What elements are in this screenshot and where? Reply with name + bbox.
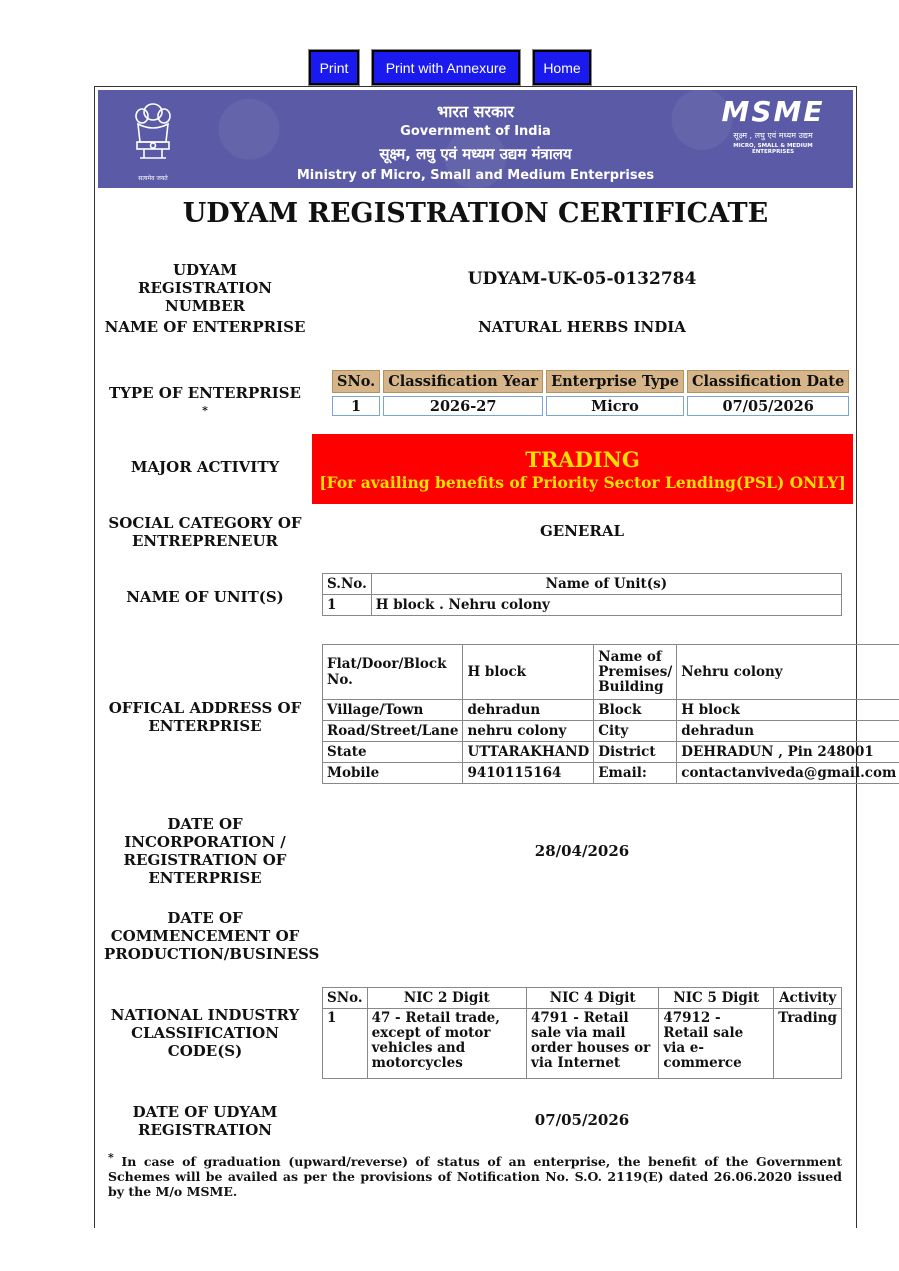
classification-cell-date: 07/05/2026 bbox=[687, 396, 849, 416]
footnote bbox=[108, 1150, 842, 1199]
units-header-name: Name of Unit(s) bbox=[371, 574, 841, 595]
commencement-date-label: DATE OF COMMENCEMENT OF PRODUCTION/BUSINESS bbox=[104, 909, 320, 963]
nic-cell-sno: 1 bbox=[323, 1009, 368, 1079]
units-cell-sno: 1 bbox=[323, 595, 372, 616]
hindi-ministry-text: सूक्ष्म, लघु एवं मध्यम उद्यम मंत्रालय bbox=[379, 145, 572, 163]
enterprise-type-label-text: TYPE OF ENTERPRISE bbox=[109, 384, 301, 402]
home-button[interactable]: Home bbox=[533, 50, 591, 85]
udyam-date-value: 07/05/2026 bbox=[534, 1111, 630, 1129]
emblem-caption: सत्यमेव जयते bbox=[138, 175, 168, 182]
classification-header-sno: SNo. bbox=[332, 370, 380, 393]
nic-cell-4digit: 4791 - Retail sale via mail order houses or via Internet bbox=[527, 1009, 659, 1079]
address-district-value: DEHRADUN , Pin 248001 bbox=[677, 742, 899, 763]
table-row bbox=[323, 645, 899, 700]
enterprise-type-footnote-mark: * bbox=[202, 404, 208, 417]
hindi-government-text: भारत सरकार bbox=[437, 102, 514, 121]
table-row bbox=[323, 1009, 842, 1079]
footnote-text: In case of graduation (upward/reverse) of status of an enterprise, the benefit of the Government Schemes will be availed as per the provisions of Notification No. S.O. 2119(E) dated 26.06.2020 issued by the M/o MSME. bbox=[108, 1154, 842, 1200]
incorporation-date-label: DATE OF INCORPORATION / REGISTRATION OF ENTERPRISE bbox=[123, 815, 287, 887]
address-label: OFFICAL ADDRESS OF ENTERPRISE bbox=[108, 699, 302, 735]
nic-label: NATIONAL INDUSTRY CLASSIFICATION CODE(S) bbox=[110, 1006, 300, 1060]
address-city-label: City bbox=[594, 721, 677, 742]
enterprise-name-value: NATURAL HERBS INDIA bbox=[478, 318, 686, 336]
address-village-value: dehradun bbox=[463, 700, 594, 721]
classification-header-date: Classification Date bbox=[687, 370, 849, 393]
units-label: NAME OF UNIT(S) bbox=[126, 588, 284, 606]
registration-number-label: UDYAM REGISTRATION NUMBER bbox=[138, 261, 272, 315]
government-text: Government of India bbox=[400, 124, 551, 139]
ministry-banner bbox=[98, 90, 853, 188]
address-mobile-label: Mobile bbox=[323, 763, 463, 784]
toolbar bbox=[0, 50, 899, 86]
nic-header-sno: SNo. bbox=[323, 988, 368, 1009]
udyam-date-label: DATE OF UDYAM REGISTRATION bbox=[132, 1103, 278, 1139]
nic-header-4digit: NIC 4 Digit bbox=[527, 988, 659, 1009]
address-block-value: H block bbox=[677, 700, 899, 721]
footnote-mark: * bbox=[108, 1151, 114, 1164]
address-city-value: dehradun bbox=[677, 721, 899, 742]
address-road-value: nehru colony bbox=[463, 721, 594, 742]
address-village-label: Village/Town bbox=[323, 700, 463, 721]
address-block-label: Block bbox=[594, 700, 677, 721]
address-email-value: contactanviveda@gmail.com bbox=[677, 763, 899, 784]
registration-number-value: UDYAM-UK-05-0132784 bbox=[467, 269, 697, 289]
major-activity-note: [For availing benefits of Priority Sector Lending(PSL) ONLY] bbox=[319, 473, 846, 492]
major-activity-box bbox=[312, 434, 853, 504]
classification-cell-year: 2026-27 bbox=[383, 396, 543, 416]
address-state-label: State bbox=[323, 742, 463, 763]
nic-cell-5digit: 47912 - Retail sale via e-commerce bbox=[659, 1009, 774, 1079]
address-premises-value: Nehru colony bbox=[677, 645, 899, 700]
table-row bbox=[323, 595, 842, 616]
table-row bbox=[323, 763, 899, 784]
certificate-title: UDYAM REGISTRATION CERTIFICATE bbox=[182, 198, 769, 229]
nic-header-activity: Activity bbox=[774, 988, 842, 1009]
enterprise-name-label: NAME OF ENTERPRISE bbox=[104, 318, 306, 336]
major-activity-label: MAJOR ACTIVITY bbox=[130, 458, 280, 476]
msme-logo-subtitle: MICRO, SMALL & MEDIUM ENTERPRISES bbox=[733, 143, 813, 155]
social-category-label: SOCIAL CATEGORY OF ENTREPRENEUR bbox=[108, 514, 302, 550]
address-district-label: District bbox=[594, 742, 677, 763]
address-table bbox=[322, 644, 899, 784]
ministry-text: Ministry of Micro, Small and Medium Enterprises bbox=[296, 168, 655, 183]
major-activity-value: TRADING bbox=[525, 447, 640, 472]
classification-header-year: Classification Year bbox=[383, 370, 543, 393]
address-email-label: Email: bbox=[594, 763, 677, 784]
nic-header-5digit: NIC 5 Digit bbox=[659, 988, 774, 1009]
msme-logo bbox=[713, 95, 833, 155]
enterprise-type-label bbox=[104, 384, 306, 424]
address-flat-value: H block bbox=[463, 645, 594, 700]
address-premises-label: Name of Premises/ Building bbox=[594, 645, 677, 700]
classification-header-type: Enterprise Type bbox=[546, 370, 684, 393]
table-row bbox=[323, 721, 899, 742]
address-flat-label: Flat/Door/Block No. bbox=[323, 645, 463, 700]
nic-header-2digit: NIC 2 Digit bbox=[367, 988, 526, 1009]
print-with-annexure-button[interactable]: Print with Annexure bbox=[372, 50, 520, 85]
classification-cell-sno: 1 bbox=[332, 396, 380, 416]
units-table bbox=[322, 573, 842, 616]
msme-logo-word: MSME bbox=[721, 95, 825, 128]
print-button[interactable]: Print bbox=[309, 50, 359, 85]
units-header-sno: S.No. bbox=[323, 574, 372, 595]
table-row bbox=[323, 742, 899, 763]
classification-cell-type: Micro bbox=[546, 396, 684, 416]
nic-cell-activity: Trading bbox=[774, 1009, 842, 1079]
units-cell-name: H block . Nehru colony bbox=[371, 595, 841, 616]
address-mobile-value: 9410115164 bbox=[463, 763, 594, 784]
nic-cell-2digit: 47 - Retail trade, except of motor vehicles and motorcycles bbox=[367, 1009, 526, 1079]
classification-table bbox=[329, 367, 852, 419]
social-category-value: GENERAL bbox=[539, 522, 625, 540]
address-state-value: UTTARAKHAND bbox=[463, 742, 594, 763]
address-road-label: Road/Street/Lane bbox=[323, 721, 463, 742]
msme-logo-hindi: सूक्ष्म , लघु एवं मध्यम उद्यम bbox=[733, 131, 813, 140]
table-row bbox=[323, 700, 899, 721]
incorporation-date-value: 28/04/2026 bbox=[534, 842, 630, 860]
nic-table bbox=[322, 987, 842, 1079]
